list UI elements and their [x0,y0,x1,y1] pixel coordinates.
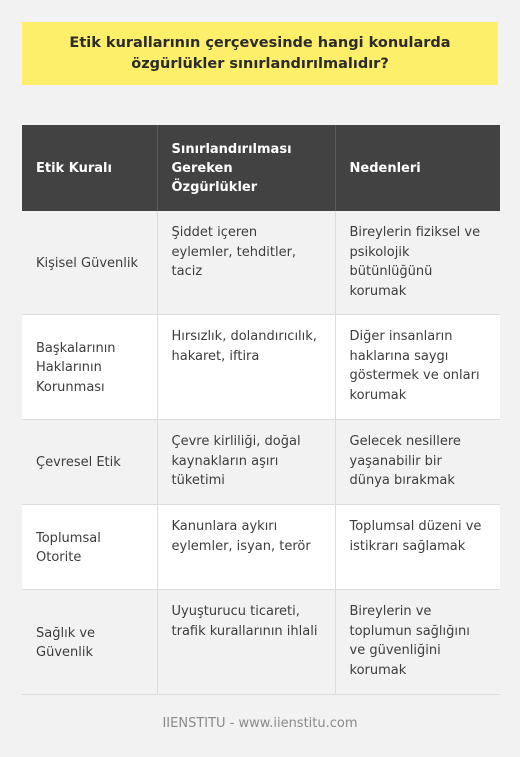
cell-reasons: Diğer insanların haklarına saygı göstermek ve onları korumak [335,315,500,420]
column-header-reasons: Nedenleri [335,125,500,211]
cell-freedoms: Hırsızlık, dolandırıcılık, hakaret, iftira [157,315,335,420]
cell-rule: Başkalarının Haklarının Korunması [22,315,157,420]
cell-reasons: Toplumsal düzeni ve istikrarı sağlamak [335,505,500,590]
cell-reasons: Bireylerin ve toplumun sağlığını ve güvenliğini korumak [335,590,500,695]
column-header-freedoms: Sınırlandırılması Gereken Özgürlükler [157,125,335,211]
table-row [22,505,500,590]
table-row [22,315,500,420]
cell-freedoms: Kanunlara aykırı eylemler, isyan, terör [157,505,335,590]
cell-rule: Çevresel Etik [22,420,157,505]
ethics-table [22,125,500,695]
page-title: Etik kurallarının çerçevesinde hangi konularda özgürlükler sınırlandırılmalıdır? [69,34,451,72]
table-header-row [22,125,500,211]
cell-freedoms: Çevre kirliliği, doğal kaynakların aşırı tüketimi [157,420,335,505]
cell-rule: Kişisel Güvenlik [22,211,157,315]
cell-reasons: Bireylerin fiziksel ve psikolojik bütünlüğünü korumak [335,211,500,315]
cell-freedoms: Şiddet içeren eylemler, tehditler, taciz [157,211,335,315]
column-header-rule: Etik Kuralı [22,125,157,211]
table-row [22,211,500,315]
table-row [22,590,500,695]
table-row [22,420,500,505]
title-banner [22,22,498,85]
cell-reasons: Gelecek nesillere yaşanabilir bir dünya bırakmak [335,420,500,505]
cell-rule: Sağlık ve Güvenlik [22,590,157,695]
footer-credit: IIENSTITU - www.iienstitu.com [162,716,358,731]
cell-rule: Toplumsal Otorite [22,505,157,590]
cell-freedoms: Uyuşturucu ticareti, trafik kurallarının ihlali [157,590,335,695]
